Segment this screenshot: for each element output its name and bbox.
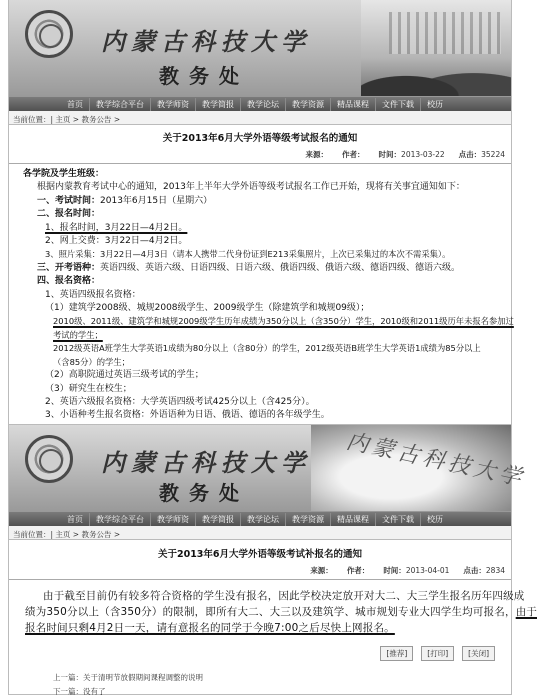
nav-item-downloads[interactable]: 文件下载: [376, 98, 421, 111]
stone-inscription: 内蒙古科技大学: [343, 429, 528, 492]
cet4-eligibility-1b: 2010级、2011级、建筑学和城规2009级学生历年成绩为350分以上（含350分）学生，2010级和2011级历年未报名参加过: [53, 316, 514, 327]
campus-building-image: [361, 0, 511, 96]
clicks-value-2: 2834: [485, 566, 505, 575]
university-name: 内蒙古科技大学: [101, 27, 311, 56]
time-label: 时间：: [378, 150, 402, 159]
cet4-eligibility: 1、英语四级报名资格：: [45, 289, 141, 300]
prev-article-link[interactable]: 上一篇：关于清明节放假期间课程调整的说明: [53, 673, 203, 682]
section-exam-time: 一、考试时间：2013年6月15日（星期六）: [37, 195, 213, 206]
nav-item-platform[interactable]: 教学综合平台: [90, 513, 151, 526]
nav-item-briefing[interactable]: 教学简报: [196, 513, 241, 526]
section-eligibility: 四、报名资格：: [37, 276, 101, 287]
notice-body-2: [9, 580, 537, 636]
registration-date: 1、报名时间，3月22日—4月2日。: [45, 222, 188, 233]
breadcrumb-2[interactable]: 当前位置：| 主页 > 教务公告 >: [9, 526, 511, 540]
prev-next-links: [9, 661, 511, 699]
section-registration-time: 二、报名时间：: [37, 209, 101, 220]
nav-item-faculty[interactable]: 教学师资: [151, 98, 196, 111]
time-value: 2013-03-22: [401, 150, 445, 159]
photo-date: 3、照片采集：3月22日—4月3日（请本人携带二代身份证到E213采集照片，上次已采集过的本次不需采集）。: [45, 249, 451, 260]
author-label: 作者：: [342, 150, 365, 159]
site-banner-2: [9, 425, 528, 511]
time-value-2: 2013-04-01: [405, 566, 450, 575]
author-label-2: 作者：: [346, 566, 370, 575]
main-nav: [9, 96, 511, 111]
cet6-eligibility: 2、英语六级报名资格：大学英语四级考试425分以上（含425分）。: [45, 396, 315, 407]
cet4-eligibility-1: （1）建筑学2008级、城规2008级学生、2009级学生（除建筑学和城规09级）；: [45, 303, 370, 314]
nav-item-courses[interactable]: 精品课程: [331, 513, 376, 526]
payment-date: 2、网上交费：3月22日—4月2日。: [45, 236, 188, 247]
article-tools: [9, 636, 511, 661]
recommend-button[interactable]: [推荐]: [380, 646, 413, 661]
clicks-label-2: 点击：: [463, 566, 486, 575]
nav-item-resources[interactable]: 教学资源: [286, 513, 331, 526]
nav-item-platform[interactable]: 教学综合平台: [90, 98, 151, 111]
site-banner: [9, 0, 511, 96]
next-article-link[interactable]: 下一篇：没有了: [53, 687, 106, 696]
minor-language-eligibility: 3、小语种考生报名资格：外语语种为日语、俄语、德语的各年级学生。: [45, 410, 330, 421]
notice-body: [9, 164, 514, 423]
nav-item-home[interactable]: 首页: [61, 513, 90, 526]
clicks-value: 35224: [481, 150, 505, 159]
nav-item-forum[interactable]: 教学论坛: [241, 98, 286, 111]
notice-meta: [9, 147, 511, 164]
cet4-eligibility-1d: 2012级英语A班学生大学英语1成绩为80分以上（含80分）的学生，2012级英语B班学生大学英语1成绩为85分以上: [53, 343, 481, 354]
body2-line-1: 由于截至目前仍有较多符合资格的学生没有报名，因此学校决定放开对大二、大三学生报名历年四级成: [43, 590, 525, 602]
notice-title: 关于2013年6月大学外语等级考试报名的通知: [162, 133, 358, 144]
time-label-2: 时间：: [383, 566, 406, 575]
greeting: 各学院及学生班级：: [23, 169, 105, 179]
snow-stone-image: [311, 425, 528, 511]
cet4-eligibility-2: （2）高职院通过英语三级考试的学生；: [45, 370, 204, 381]
university-seal-icon: [25, 10, 73, 58]
nav-item-downloads[interactable]: 文件下载: [376, 513, 421, 526]
breadcrumb[interactable]: 当前位置：| 主页 > 教务公告 >: [9, 111, 511, 125]
office-name-2: 教务处: [159, 481, 249, 505]
cet4-eligibility-3: （3）研究生在校生；: [45, 383, 132, 394]
university-name-2: 内蒙古科技大学: [101, 448, 311, 477]
nav-item-forum[interactable]: 教学论坛: [241, 513, 286, 526]
body2-line-2: 绩为350分以上（含350分）的限制，即所有大二、大三以及建筑学、城市规划专业大四学生均可报名，由于: [25, 606, 537, 618]
screenshot-panel-1: [8, 0, 512, 428]
nav-item-resources[interactable]: 教学资源: [286, 98, 331, 111]
clicks-label: 点击：: [458, 150, 482, 159]
office-name: 教务处: [159, 64, 249, 88]
nav-item-faculty[interactable]: 教学师资: [151, 513, 196, 526]
main-nav-2: [9, 511, 511, 526]
intro-paragraph: 根据内蒙教育考试中心的通知，2013年上半年大学外语等级考试报名工作已开始，现将有关事宜通知如下：: [37, 182, 465, 193]
nav-item-courses[interactable]: 精品课程: [331, 98, 376, 111]
screenshot-panel-2: [8, 424, 537, 696]
nav-item-calendar[interactable]: 校历: [427, 99, 443, 109]
close-button[interactable]: [关闭]: [462, 646, 495, 661]
source-label: 来源：: [305, 150, 329, 159]
source-label-2: 来源：: [310, 566, 333, 575]
cet4-eligibility-1e: （含85分）的学生；: [53, 356, 130, 367]
cet4-eligibility-1c: 考试的学生；: [53, 329, 103, 340]
nav-item-home[interactable]: 首页: [61, 98, 90, 111]
body2-line-3: 报名时间只剩4月2日一天，请有意报名的同学于今晚7:00之后尽快上网报名。: [25, 622, 395, 634]
print-button[interactable]: [打印]: [421, 646, 454, 661]
section-languages: 三、开考语种：英语四级、英语六级、日语四级、日语六级、俄语四级、俄语六级、德语四级、德语六级。: [37, 262, 461, 273]
nav-item-briefing[interactable]: 教学简报: [196, 98, 241, 111]
university-seal-icon-2: [25, 435, 73, 483]
nav-item-calendar[interactable]: 校历: [427, 514, 443, 524]
notice-title-2: 关于2013年6月大学外语等级考试补报名的通知: [157, 549, 363, 560]
notice-meta-2: [9, 563, 511, 580]
